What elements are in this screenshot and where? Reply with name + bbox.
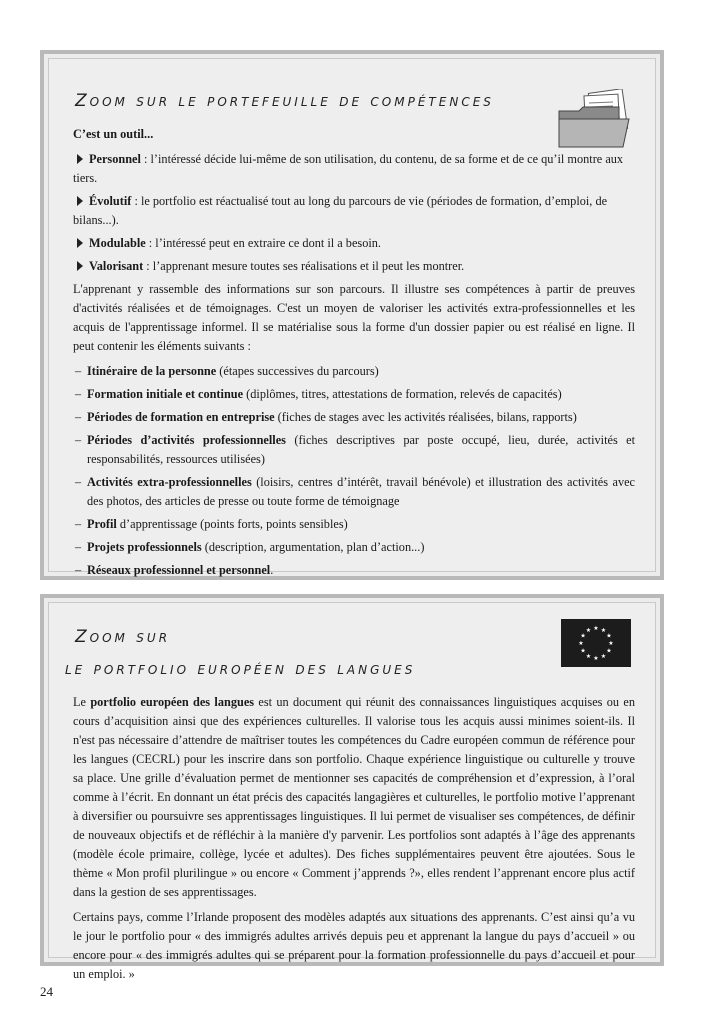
language-portfolio-paragraph bbox=[73, 693, 635, 902]
box2-content bbox=[73, 693, 635, 990]
competence-portfolio-box bbox=[40, 50, 664, 580]
flag-star: ★ bbox=[578, 641, 584, 647]
list-item bbox=[73, 408, 635, 427]
bullet-item bbox=[73, 150, 635, 188]
triangle-bullet-icon bbox=[77, 261, 83, 271]
item-term: Périodes de formation en entreprise bbox=[87, 410, 275, 424]
list-item bbox=[73, 538, 635, 557]
bullet-term: Modulable bbox=[89, 236, 146, 250]
bullet-term: Évolutif bbox=[89, 194, 132, 208]
item-term: Formation initiale et continue bbox=[87, 387, 244, 401]
flag-star: ★ bbox=[606, 648, 612, 655]
triangle-bullet-icon bbox=[77, 196, 83, 206]
item-term: Périodes d’activités professionnelles bbox=[87, 433, 286, 447]
box-title: Zoom sur le portefeuille de compétences bbox=[75, 91, 494, 111]
text-span: est un document qui réunit des connaissances linguistiques acquises ou en cours d’acquisition ainsi que des expériences culturelles. Il valorise tous les acquis aussi minimes soient-ils. Il n'est pas nécessaire d’attendre de maîtriser toutes les compétences du Cadre européen commun de référence pour les langues (CECRL) pour les inscrire dans son portfolio. Chaque expérience linguistique ou culturelle y trouve sa place. Une grille d’évaluation permet de mentionner ses capacités de compréhension et d’expression, à l’oral comme à l’écrit. En donnant un état précis des capacités langagières et culturelles, le portfolio motive l’apprenant à diversifier ou poursuivre ses apprentissages linguistiques. Il lui permet de visualiser ses compétences, de définir de nouveaux objectifs et de réfléchir à la manière d'y parvenir. Les portfolios sont adaptés à l’âge des apprenants (modèle école primaire, collège, lycée et adultes). Des fiches supplémentaires peuvent être ajoutées. Sous le thème « Mon profil plurilingue » ou encore « Comment j’apprends ?», elles rendent l’apprenant encore plus actif dans la gestion de ses apprentissages. bbox=[73, 695, 636, 899]
item-text: (fiches de stages avec les activités réalisées, bilans, rapports) bbox=[274, 410, 577, 424]
ireland-paragraph: Certains pays, comme l’Irlande proposent des modèles adaptés aux situations des apprenants. C’est ainsi qu’a vu le jour le portfolio pour « des immigrés adultes arrivés depuis peu et apprenant la langue du pays d’accueil » ou encore pour « des immigrés adultes qui se préparent pour la formation professionnelle du pays d’accueil et pour un emploi. » bbox=[73, 910, 635, 981]
item-term: Activités extra-professionnelles bbox=[87, 475, 252, 489]
flag-star: ★ bbox=[580, 633, 586, 640]
triangle-bullet-icon bbox=[77, 154, 83, 164]
description-paragraph: L'apprenant y rassemble des informations sur son parcours. Il illustre ses compétences à partir de preuves d'activités réalisées et de témoignages. C'est un moyen de valoriser les activités extra-professionnelles et les acquis de l'apprentissage informel. Il se matérialise sous la forme d'un dossier papier ou est réalisé en ligne. Il peut contenir les éléments suivants : bbox=[73, 282, 635, 353]
item-text: (fiches descriptives par poste occupé, lieu, durée, activités et responsabilités, ressources utilisées) bbox=[87, 433, 635, 466]
flag-star: ★ bbox=[580, 648, 586, 655]
item-text: . bbox=[270, 563, 274, 577]
item-text: (diplômes, titres, attestations de formation, relevés de capacités) bbox=[243, 387, 562, 401]
item-text: (loisirs, centres d’intérêt, travail bénévole) et illustration des activités avec des photos, des articles de presse ou toute forme de témoignage bbox=[87, 475, 636, 508]
item-text: (description, argumentation, plan d’action...) bbox=[201, 540, 425, 554]
item-term: Profil bbox=[87, 517, 117, 531]
item-text: d’apprentissage (points forts, points sensibles) bbox=[116, 517, 348, 531]
item-term: Réseaux professionnel et personnel bbox=[87, 563, 271, 577]
bullet-item bbox=[73, 257, 635, 276]
bullet-text: : l’intéressé peut en extraire ce dont il a besoin. bbox=[145, 236, 381, 250]
box-inner bbox=[48, 602, 656, 981]
box-title-line2: le portfolio européen des langues bbox=[65, 659, 416, 679]
language-portfolio-box bbox=[40, 594, 664, 981]
elements-list bbox=[73, 362, 635, 580]
list-item bbox=[73, 473, 635, 511]
flag-star: ★ bbox=[585, 653, 592, 660]
list-item bbox=[73, 385, 635, 404]
item-term: Projets professionnels bbox=[87, 540, 202, 554]
text-span: Le bbox=[73, 695, 91, 709]
item-text: (étapes successives du parcours) bbox=[216, 364, 379, 378]
intro-text: C’est un outil... bbox=[73, 127, 154, 141]
item-term: Itinéraire de la personne bbox=[87, 364, 217, 378]
bullet-item bbox=[73, 234, 635, 253]
list-item bbox=[73, 561, 635, 580]
bullet-item bbox=[73, 192, 635, 230]
bullet-text: : l’apprenant mesure toutes ses réalisations et il peut les montrer. bbox=[143, 259, 465, 273]
flag-star: ★ bbox=[608, 641, 614, 647]
bullet-term: Personnel bbox=[89, 152, 141, 166]
box1-content bbox=[73, 125, 635, 584]
flag-star: ★ bbox=[600, 653, 607, 660]
box-title-line1: Zoom sur bbox=[75, 627, 171, 647]
page-number: 24 bbox=[40, 984, 53, 999]
bold-term: portfolio européen des langues bbox=[90, 695, 255, 709]
bullet-term: Valorisant bbox=[89, 259, 144, 273]
flag-star: ★ bbox=[600, 628, 607, 635]
bullet-text: : le portfolio est réactualisé tout au long du parcours de vie (périodes de formation, d’emploi, de bilans...). bbox=[73, 194, 608, 227]
bullet-text: : l’intéressé décide lui-même de son utilisation, du contenu, de sa forme et de ce qu’il montre aux tiers. bbox=[73, 152, 624, 185]
flag-star: ★ bbox=[606, 633, 612, 640]
flag-star: ★ bbox=[593, 656, 599, 662]
triangle-bullet-icon bbox=[77, 238, 83, 248]
list-item bbox=[73, 515, 635, 534]
flag-star: ★ bbox=[593, 626, 599, 632]
list-item bbox=[73, 362, 635, 381]
box-inner bbox=[48, 58, 656, 577]
list-item bbox=[73, 431, 635, 469]
eu-flag-icon bbox=[561, 619, 631, 667]
flag-star: ★ bbox=[585, 628, 592, 635]
